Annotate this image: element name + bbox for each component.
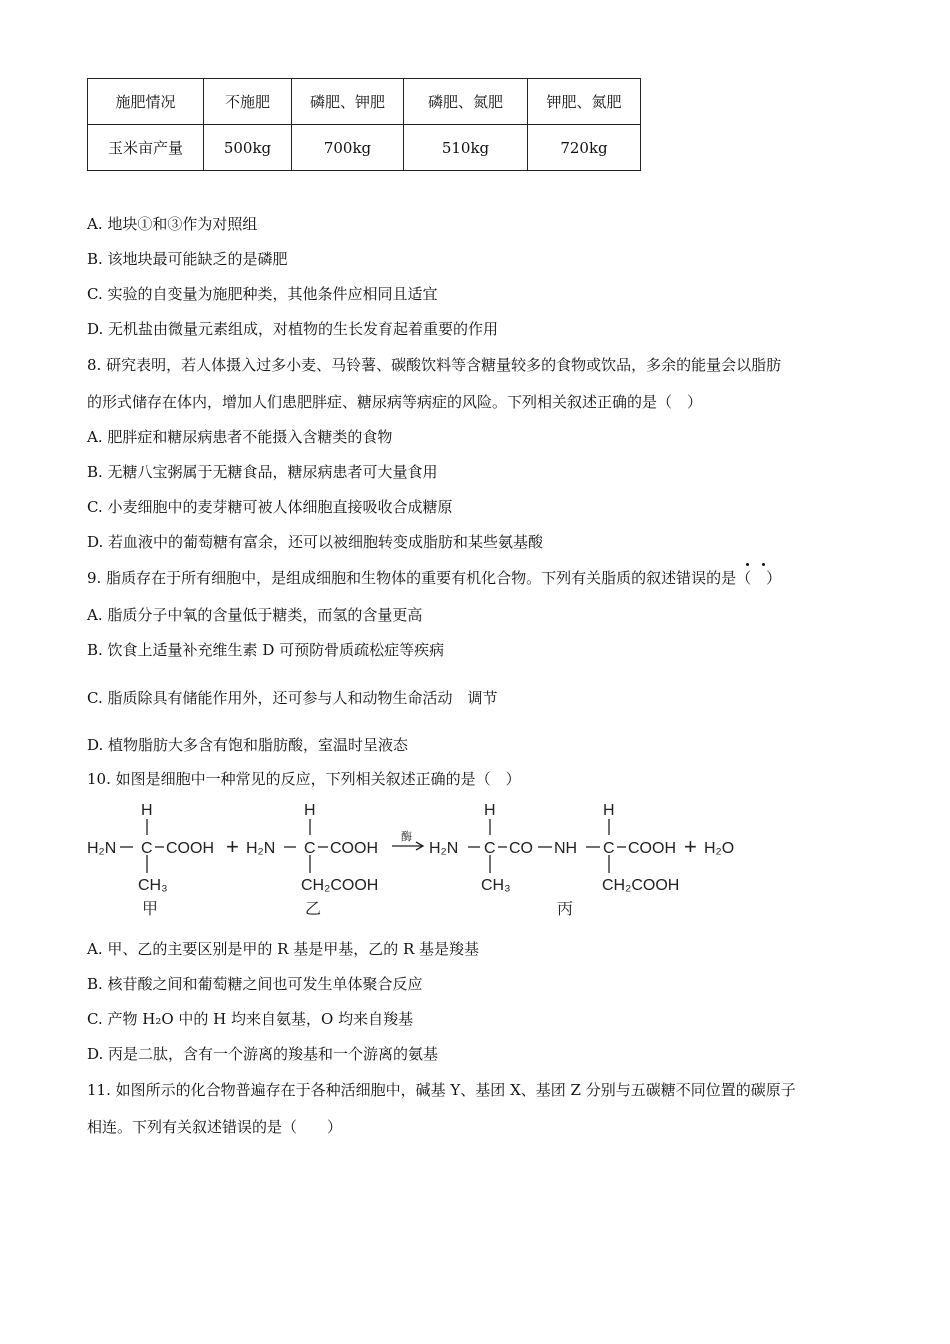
atom-label: H <box>304 802 316 819</box>
plus-sign: + <box>684 834 697 859</box>
atom-label: COOH <box>166 840 214 857</box>
table-row <box>88 125 641 171</box>
atom-label: NH <box>554 840 578 857</box>
table-cell: 500kg <box>204 125 292 171</box>
q8-option-b: B. 无糖八宝粥属于无糖食品，糖尿病患者可大量食用 <box>87 463 438 481</box>
atom-label: H <box>141 802 153 819</box>
atom-label: H <box>603 802 615 819</box>
water-label: H₂O <box>704 840 735 857</box>
q9-option-d: D. 植物脂肪大多含有饱和脂肪酸，室温时呈液态 <box>87 736 409 754</box>
table-cell: 磷肥、氮肥 <box>404 79 528 125</box>
atom-label: COOH <box>330 840 378 857</box>
q8-stem-line2: 的形式储存在体内，增加人们患肥胖症、糖尿病等病症的风险。下列相关叙述正确的是（ ） <box>87 393 703 411</box>
atom-label: CH₃ <box>481 877 511 894</box>
q8-option-a: A. 肥胖症和糖尿病患者不能摄入含糖类的食物 <box>87 428 393 446</box>
emphasis-dot <box>762 563 765 566</box>
q9-option-b: B. 饮食上适量补充维生素 D 可预防骨质疏松症等疾病 <box>87 641 445 659</box>
atom-label: CO <box>509 840 533 857</box>
atom-label: H₂N <box>87 840 117 857</box>
q7-option-c: C. 实验的自变量为施肥种类，其他条件应相同且适宜 <box>87 285 438 303</box>
q11-stem-line1: 11. 如图所示的化合物普遍存在于各种活细胞中，碱基 Y、基团 X、基团 Z 分别与五碳糖不同位置的碳原子 <box>87 1081 796 1099</box>
q10-option-b: B. 核苷酸之间和葡萄糖之间也可发生单体聚合反应 <box>87 975 423 993</box>
q9-stem: 9. 脂质存在于所有细胞中，是组成细胞和生物体的重要有机化合物。下列有关脂质的叙述错误的是（ ） <box>87 569 782 587</box>
atom-label: CH₂COOH <box>301 877 379 894</box>
fertilizer-table <box>87 78 641 171</box>
table-cell: 磷肥、钾肥 <box>292 79 404 125</box>
plus-sign: + <box>226 834 239 859</box>
enzyme-label: 酶 <box>401 830 412 843</box>
table-cell: 510kg <box>404 125 528 171</box>
q11-stem-line2: 相连。下列有关叙述错误的是（ ） <box>87 1118 343 1136</box>
emphasis-dot <box>746 563 749 566</box>
q9-option-a: A. 脂质分子中氧的含量低于糖类，而氢的含量更高 <box>87 606 423 624</box>
table-cell: 钾肥、氮肥 <box>528 79 641 125</box>
label-yi: 乙 <box>305 899 322 918</box>
atom-label: H <box>484 802 496 819</box>
atom-label: CH₃ <box>138 877 168 894</box>
q7-option-b: B. 该地块最可能缺乏的是磷肥 <box>87 250 288 268</box>
atom-label: H₂N <box>429 840 459 857</box>
q10-option-a: A. 甲、乙的主要区别是甲的 R 基是甲基，乙的 R 基是羧基 <box>87 940 480 958</box>
atom-label: C <box>484 840 496 857</box>
q9-option-c: C. 脂质除具有储能作用外，还可参与人和动物生命活动 调节 <box>87 689 498 707</box>
table-header-row <box>88 79 641 125</box>
table-cell: 720kg <box>528 125 641 171</box>
label-jia: 甲 <box>142 899 159 918</box>
dipeptide-reaction-diagram <box>80 798 760 923</box>
table-cell: 玉米亩产量 <box>88 125 204 171</box>
atom-label: C <box>603 840 615 857</box>
q7-option-d: D. 无机盐由微量元素组成，对植物的生长发育起着重要的作用 <box>87 320 499 338</box>
q10-option-d: D. 丙是二肽，含有一个游离的羧基和一个游离的氨基 <box>87 1045 439 1063</box>
atom-label: H₂N <box>246 840 276 857</box>
q10-stem: 10. 如图是细胞中一种常见的反应，下列相关叙述正确的是（ ） <box>87 770 521 788</box>
atom-label: C <box>304 840 316 857</box>
atom-label: COOH <box>628 840 676 857</box>
table-cell: 施肥情况 <box>88 79 204 125</box>
q8-option-c: C. 小麦细胞中的麦芽糖可被人体细胞直接吸收合成糖原 <box>87 498 453 516</box>
q10-option-c: C. 产物 H₂O 中的 H 均来自氨基，O 均来自羧基 <box>87 1010 414 1028</box>
q7-option-a: A. 地块①和③作为对照组 <box>87 215 258 233</box>
q8-stem-line1: 8. 研究表明，若人体摄入过多小麦、马铃薯、碳酸饮料等含糖量较多的食物或饮品，多余的能量会以脂肪 <box>87 356 782 374</box>
atom-label: C <box>141 840 153 857</box>
q8-option-d: D. 若血液中的葡萄糖有富余，还可以被细胞转变成脂肪和某些氨基酸 <box>87 533 544 551</box>
label-bing: 丙 <box>557 899 574 918</box>
atom-label: CH₂COOH <box>602 877 680 894</box>
table-cell: 不施肥 <box>204 79 292 125</box>
table-cell: 700kg <box>292 125 404 171</box>
